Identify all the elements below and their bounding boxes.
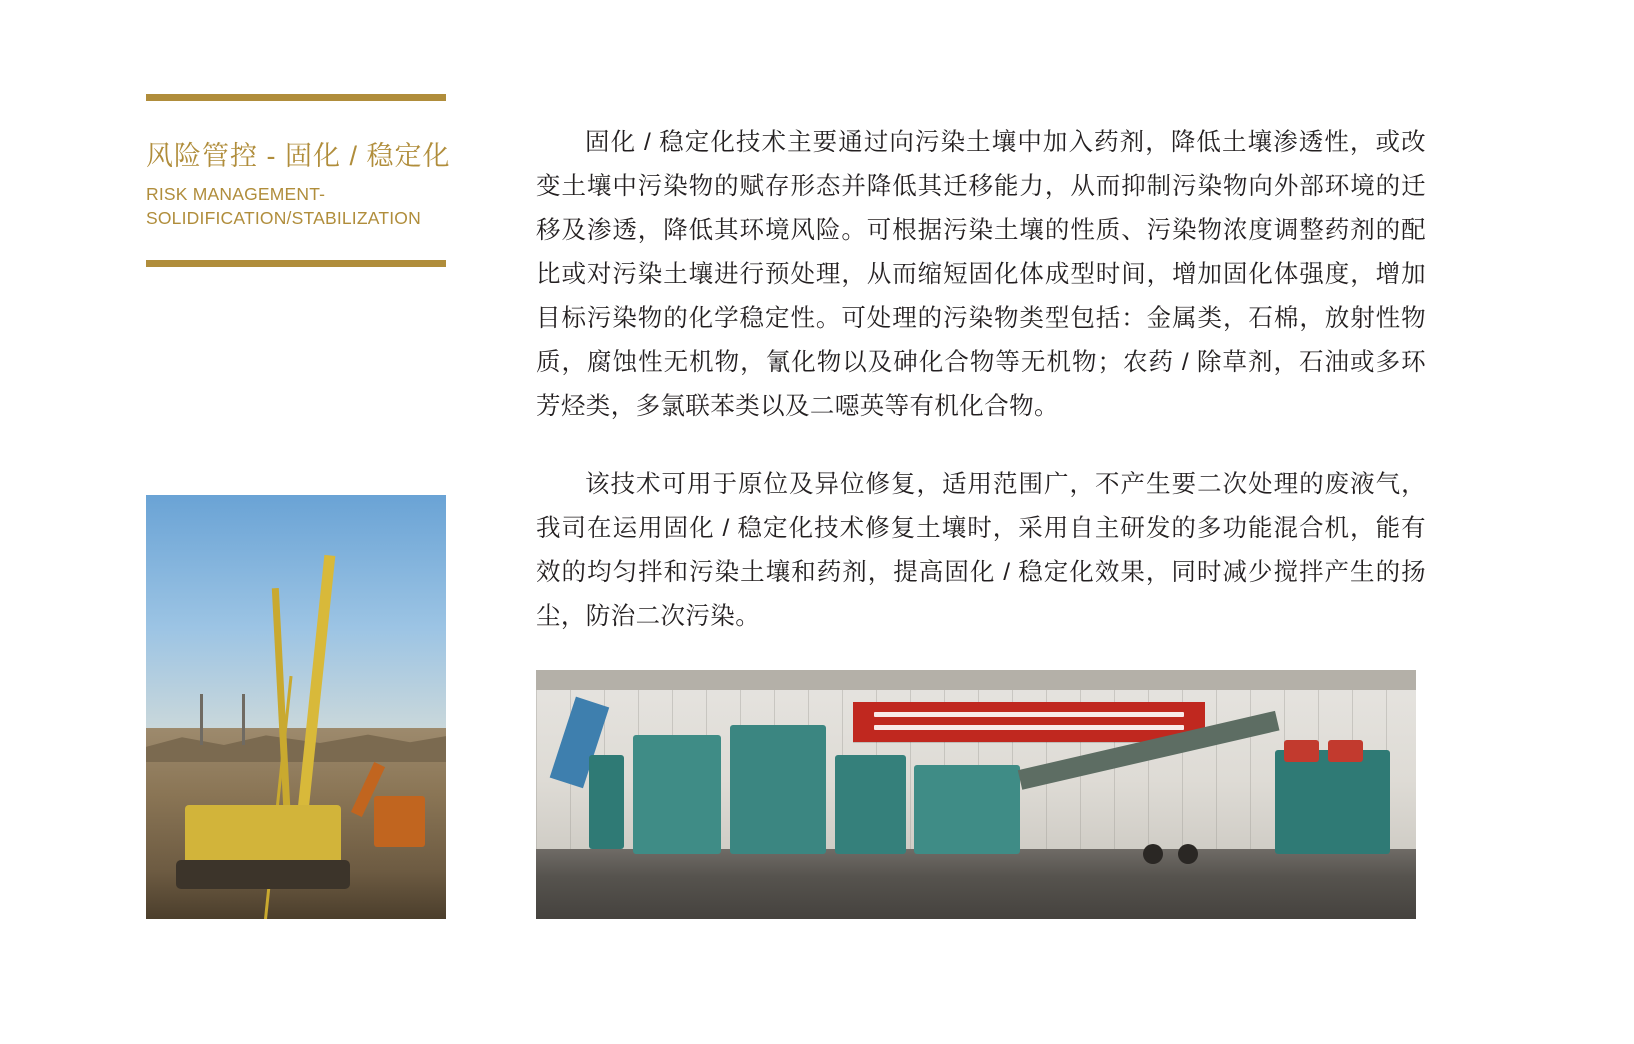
rig-track — [176, 860, 350, 890]
rig-body — [185, 805, 341, 869]
photo-roof — [536, 670, 1416, 690]
equipment-mixer — [914, 765, 1020, 855]
heading-text-group — [146, 101, 451, 260]
heading-rule-bottom — [146, 260, 446, 267]
equipment-control-cabinet — [835, 755, 905, 855]
red-drum-motor-2 — [1328, 740, 1363, 762]
mixing-equipment-photo — [536, 670, 1416, 919]
photo-floor — [536, 849, 1416, 919]
heading-rule-top — [146, 94, 446, 101]
equipment-module-2 — [730, 725, 827, 854]
equipment-tank — [589, 755, 624, 850]
body-text-column — [536, 96, 1426, 663]
utility-pole-icon — [242, 694, 245, 745]
utility-pole-icon — [200, 694, 203, 745]
equipment-module-1 — [633, 735, 721, 855]
paragraph-2: 该技术可用于原位及异位修复，适用范围广，不产生要二次处理的废液气，我司在运用固化 / 稳定化技术修复土壤时，采用自主研发的多功能混合机，能有效的均匀拌和污染土壤和药剂，提高固化 / 稳定化效果，同时减少搅拌产生的扬尘，防治二次污染。 — [536, 470, 1426, 630]
banner-text-line-1 — [874, 712, 1184, 717]
excavator-body — [374, 796, 425, 847]
section-heading-block — [146, 94, 451, 267]
drilling-rig-photo — [146, 495, 446, 919]
section-title-en-line1: RISK MANAGEMENT- — [146, 184, 326, 205]
banner-text-line-2 — [874, 725, 1184, 730]
paragraph-1: 固化 / 稳定化技术主要通过向污染土壤中加入药剂，降低土壤渗透性，或改变土壤中污染物的赋存形态并降低其迁移能力，从而抑制污染物向外部环境的迁移及渗透，降低其环境风险。可根据污染土壤的性质、污染物浓度调整药剂的配比或对污染土壤进行预处理，从而缩短固化体成型时间，增加固化体强度，增加目标污染物的化学稳定性。可处理的污染物类型包括：金属类，石棉，放射性物质，腐蚀性无机物，氰化物以及砷化合物等无机物；农药 / 除草剂，石油或多环芳烃类，多氯联苯类以及二噁英等有机化合物。 — [536, 128, 1426, 420]
section-title-en-line2: SOLIDIFICATION/STABILIZATION — [146, 207, 421, 228]
equipment-screening-unit — [1275, 750, 1389, 855]
red-banner — [853, 702, 1205, 742]
red-drum-motor-1 — [1284, 740, 1319, 762]
photo-sky — [146, 495, 446, 737]
section-title-cn: 风险管控 - 固化 / 稳定化 — [146, 141, 451, 171]
